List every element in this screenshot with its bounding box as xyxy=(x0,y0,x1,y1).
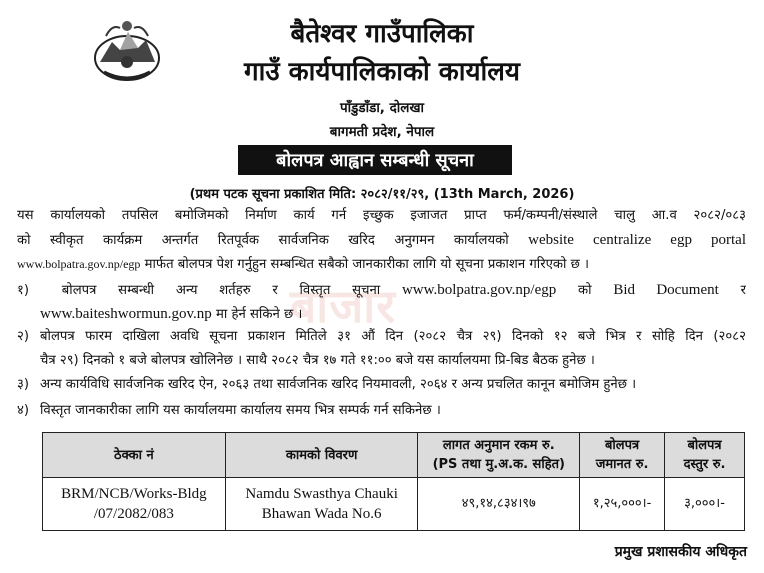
item-2-line-2: चैत्र २९) दिनको १ बजे बोलपत्र खोलिनेछ । साथै २०८२ चैत्र १७ गते ११:०० बजे यस कार्यालयमा प्रि-बिड बैठक हुनेछ । xyxy=(40,353,595,368)
item-1-website-link[interactable]: www.baiteshwormun.gov.np xyxy=(40,306,212,322)
item-2-line-1 xyxy=(17,325,746,349)
intro-paragraph xyxy=(17,204,746,276)
item-1-line-2 xyxy=(17,302,746,326)
location-line: पाँडुडाँडा, दोलखा xyxy=(339,100,424,116)
item-1-bid-document: Bid Document xyxy=(613,282,719,298)
work-line-1: Namdu Swasthya Chauki xyxy=(245,486,398,502)
header-fee-line-2: दस्तुर रु. xyxy=(683,457,726,472)
header-fee-line-1: बोलपत्र xyxy=(687,438,722,453)
item-1-text: बोलपत्र सम्बन्धी अन्य शर्तहरु र विस्तृत सूचना xyxy=(61,283,381,298)
table-header-row xyxy=(43,433,745,478)
header-work-description: कामको विवरण xyxy=(225,433,418,478)
watermark-logo: बाजार xyxy=(290,280,397,332)
list-item xyxy=(17,399,746,423)
list-item xyxy=(17,373,746,397)
list-item xyxy=(17,278,746,326)
item-number: ४) xyxy=(17,403,30,418)
intro-line-2 xyxy=(17,228,746,252)
table-row xyxy=(43,478,745,531)
contract-no-line-1: BRM/NCB/Works-Bldg xyxy=(61,486,207,502)
header-cost-line-1: लागत अनुमान रकम रु. xyxy=(442,438,555,453)
office-name: गाउँ कार्यपालिकाको कार्यालय xyxy=(244,57,520,87)
intro-line-3 xyxy=(17,252,746,276)
header-cost-estimate xyxy=(418,433,580,478)
item-2-text: बोलपत्र फारम दाखिला अवधि सूचना प्रकाशन मितिले ३१ औं दिन (२०८२ चैत्र २९) दिनको १२ बजे भित्र र सोहि दिन (२०८२ xyxy=(40,329,746,344)
header-security-line-1: बोलपत्र xyxy=(605,438,640,453)
province-line: बागमती प्रदेश, नेपाल xyxy=(329,124,435,140)
intro-line-2-text: को स्वीकृत कार्यक्रम अन्तर्गत रितपूर्वक सार्वजनिक खरिद अनुगमन कार्यालयको xyxy=(17,233,509,248)
intro-portal-text: website centralize egp portal xyxy=(528,232,746,248)
signature-title: प्रमुख प्रशासकीय अधिकृत xyxy=(614,544,747,560)
intro-line-1: यस कार्यालयको तपसिल बमोजिमको निर्माण कार्य गर्न इच्छुक इजाजत प्राप्त फर्म/कम्पनी/संस्थाले चालु आ.व २०८२/०८३ xyxy=(17,208,746,223)
notice-title: बोलपत्र आह्वान सम्बन्धी सूचना xyxy=(238,145,512,175)
item-1-egp-link[interactable]: www.bolpatra.gov.np/egp xyxy=(401,282,557,298)
header-bid-fee xyxy=(665,433,745,478)
work-line-2: Bhawan Wada No.6 xyxy=(261,506,382,522)
item-1-line-1 xyxy=(17,278,746,302)
list-item xyxy=(17,325,746,373)
item-4-line-1 xyxy=(17,399,746,423)
cell-bid-security: १,२५,०००।- xyxy=(580,478,665,531)
published-date: (प्रथम पटक सूचना प्रकाशित मिति: २०८२/११/२९, (13th March, 2026) xyxy=(189,187,575,202)
item-3-text: अन्य कार्यविधि सार्वजनिक खरिद ऐन, २०६३ तथा सार्वजनिक खरिद नियमावली, २०६४ र अन्य प्रचलित कानून बमोजिम हुनेछ । xyxy=(40,377,637,392)
header-cost-line-2: (PS तथा मु.अ.क. सहित) xyxy=(432,457,565,472)
intro-egp-link[interactable]: www.bolpatra.gov.np/egp xyxy=(17,257,141,271)
item-number: २) xyxy=(17,329,30,344)
item-1-mid: को xyxy=(578,283,592,298)
contract-no-line-2: /07/2082/083 xyxy=(93,506,174,522)
bid-table xyxy=(42,432,745,531)
item-4-text: विस्तृत जानकारीका लागि यस कार्यालयमा कार्यालय समय भित्र सम्पर्क गर्न सकिनेछ । xyxy=(40,403,441,418)
item-number: १) xyxy=(17,283,30,298)
cell-work-description xyxy=(225,478,418,531)
org-name: बैतेश्वर गाउँपालिका xyxy=(290,19,474,49)
header-security-line-2: जमानत रु. xyxy=(595,457,649,472)
item-number: ३) xyxy=(17,377,30,392)
cell-bid-fee: ३,०००।- xyxy=(665,478,745,531)
item-3-line-1 xyxy=(17,373,746,397)
intro-line-3-text: मार्फत बोलपत्र पेश गर्नुहुन सम्बन्धित सबैको जानकारीका लागि यो सूचना प्रकाशन गरिएको छ । xyxy=(144,257,590,272)
item-1-end: र xyxy=(740,283,746,298)
header-bid-security xyxy=(580,433,665,478)
cell-cost-estimate: ४९,१४,८३४।९७ xyxy=(418,478,580,531)
cell-contract-no xyxy=(43,478,226,531)
item-1-line-2-text: मा हेर्न सकिने छ । xyxy=(216,307,303,322)
header-contract-no: ठेक्का नं xyxy=(43,433,226,478)
